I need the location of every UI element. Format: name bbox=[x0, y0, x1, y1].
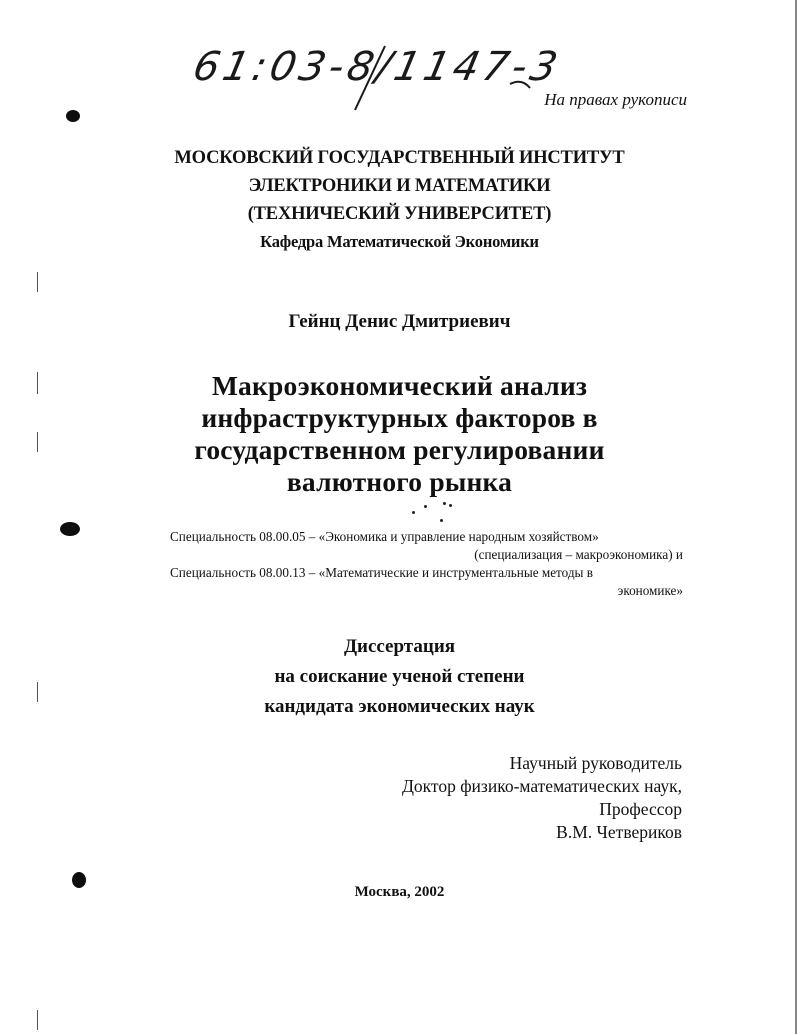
scan-speck bbox=[412, 511, 415, 514]
scan-speck bbox=[443, 502, 446, 505]
handwritten-archive-code bbox=[150, 38, 570, 118]
scan-speck bbox=[424, 505, 427, 508]
title-line-4: валютного рынка bbox=[286, 466, 513, 497]
margin-tick bbox=[37, 682, 38, 702]
title-line-2: инфраструктурных факторов в bbox=[201, 402, 598, 433]
archive-code-text: 61:03-8/1147-3 bbox=[189, 44, 566, 90]
supervisor-line-4: В.М. Четвериков bbox=[556, 822, 682, 842]
scan-speck bbox=[449, 504, 452, 507]
city-year: Москва, 2002 bbox=[354, 884, 445, 900]
punch-hole-blot bbox=[66, 110, 80, 122]
specialty-line-4: экономике» bbox=[617, 583, 683, 598]
institution-header bbox=[0, 144, 799, 256]
supervisor-line-3: Профессор bbox=[599, 799, 682, 819]
margin-tick bbox=[37, 432, 38, 452]
supervisor-line-2: Доктор физико-математических наук, bbox=[401, 776, 682, 796]
dissertation-type bbox=[0, 632, 799, 722]
specialty-line-3: Специальность 08.00.13 – «Математические и инструментальные методы в bbox=[170, 565, 593, 580]
institution-line-2: ЭЛЕКТРОНИКИ И МАТЕМАТИКИ bbox=[248, 176, 551, 196]
margin-tick bbox=[37, 272, 38, 292]
supervisor-line-1: Научный руководитель bbox=[509, 753, 682, 773]
dissertation-title bbox=[0, 370, 799, 498]
title-line-3: государственном регулировании bbox=[194, 434, 605, 465]
institution-line-1: МОСКОВСКИЙ ГОСУДАРСТВЕННЫЙ ИНСТИТУТ bbox=[174, 148, 625, 168]
department-name: Кафедра Математической Экономики bbox=[260, 232, 539, 251]
punch-hole-blot bbox=[72, 872, 86, 888]
supervisor-block bbox=[402, 752, 682, 844]
scan-speck bbox=[440, 519, 443, 522]
institution-line-3: (ТЕХНИЧЕСКИЙ УНИВЕРСИТЕТ) bbox=[247, 204, 552, 224]
dissertation-line-3: кандидата экономических наук bbox=[264, 696, 535, 717]
author-name: Гейнц Денис Дмитриевич bbox=[288, 311, 511, 332]
margin-tick bbox=[37, 1010, 38, 1030]
dissertation-line-2: на соискание ученой степени bbox=[274, 666, 525, 687]
rights-note: На правах рукописи bbox=[544, 90, 687, 109]
specialty-line-1: Специальность 08.00.05 – «Экономика и управление народным хозяйством» bbox=[170, 529, 599, 544]
dissertation-line-1: Диссертация bbox=[343, 636, 456, 657]
specialties-block bbox=[170, 528, 683, 600]
title-line-1: Макроэкономический анализ bbox=[211, 370, 588, 401]
margin-tick bbox=[37, 372, 38, 394]
punch-hole-blot bbox=[60, 522, 80, 536]
specialty-line-2: (специализация – макроэкономика) и bbox=[474, 547, 683, 562]
